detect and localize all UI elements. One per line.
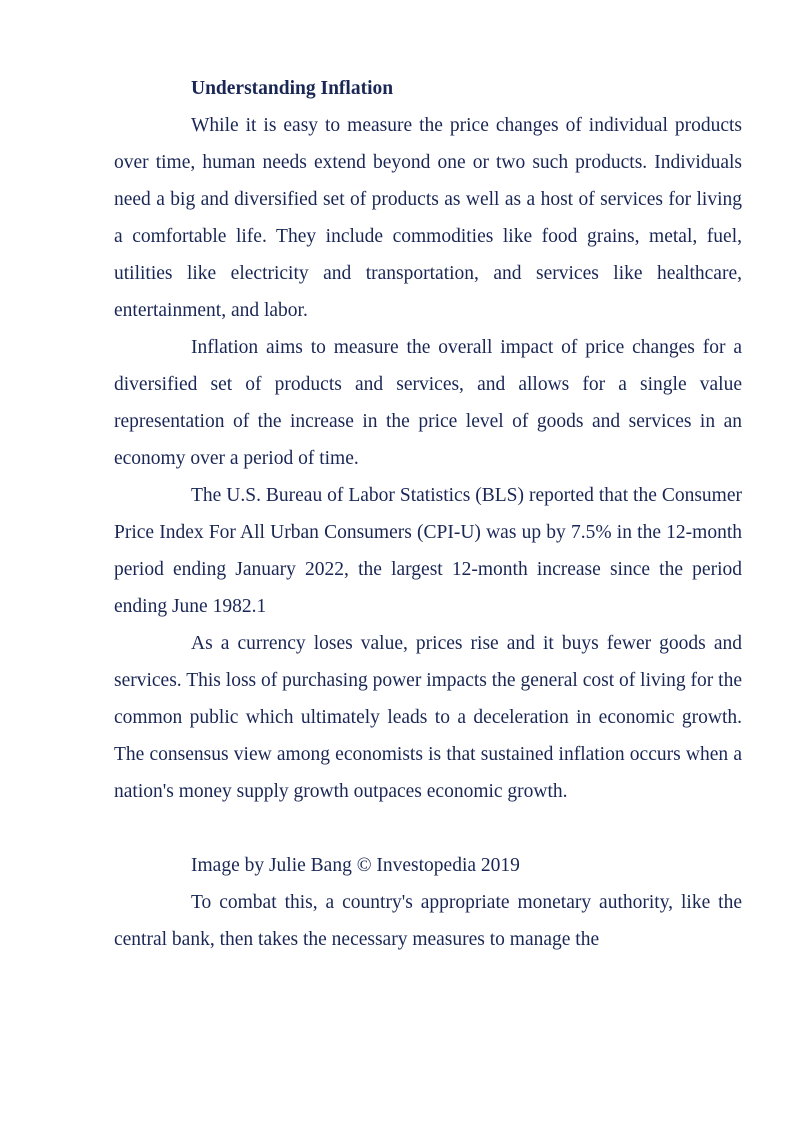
paragraph-inflation-definition: Inflation aims to measure the overall impact of price changes for a diversified set of products and services, and allows for a single value representation of the increase in the price level of goods and services in an economy over a period of time. — [114, 337, 742, 469]
paragraph-intro: While it is easy to measure the price changes of individual products over time, human needs extend beyond one or two such products. Individuals need a big and diversified set of products as well as a host of services for living a comfortable life. They include commodities like food grains, metal, fuel, utilities like electricity and transportation, and services like healthcare, entertainment, and labor. — [114, 115, 742, 321]
section-heading: Understanding Inflation — [191, 78, 394, 99]
paragraph-monetary-authority: To combat this, a country's appropriate monetary authority, like the central bank, then takes the necessary measures to manage the — [114, 892, 742, 950]
paragraph-bls-report: The U.S. Bureau of Labor Statistics (BLS) reported that the Consumer Price Index For All Urban Consumers (CPI-U) was up by 7.5% in the 12-month period ending January 2022, the largest 12-month increase since the period ending June 1982.1 — [114, 485, 742, 617]
paragraph-purchasing-power: As a currency loses value, prices rise and it buys fewer goods and services. This loss of purchasing power impacts the general cost of living for the common public which ultimately leads to a deceleration in economic growth. The consensus view among economists is that sustained inflation occurs when a nation's money supply growth outpaces economic growth. — [114, 633, 742, 802]
image-placeholder-gap — [114, 810, 742, 847]
document-body — [114, 70, 742, 958]
image-credit: Image by Julie Bang © Investopedia 2019 — [191, 855, 520, 876]
